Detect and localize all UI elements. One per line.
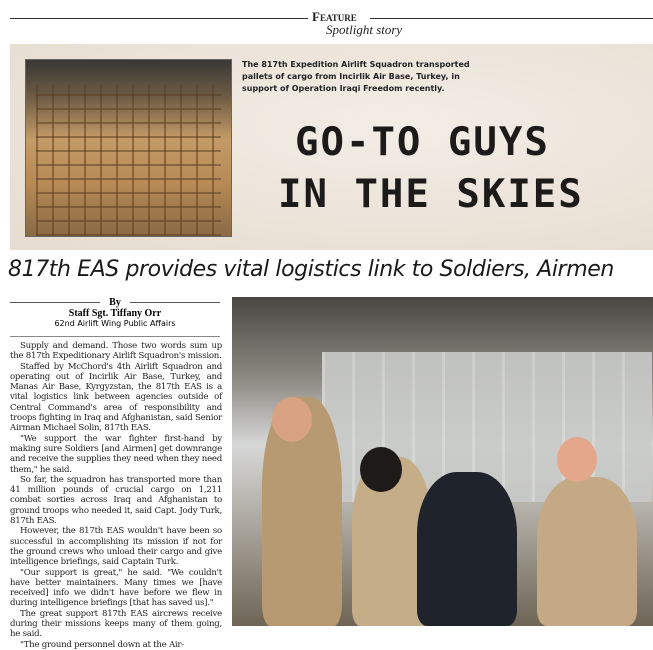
byline	[10, 297, 220, 328]
paragraph: However, the 817th EAS wouldn't have been so successful in accomplishing its mission if not for the ground crews who unload their cargo and give intelligence briefings, said Captain Turk.	[10, 526, 222, 568]
section-kicker: Feature	[312, 9, 357, 24]
aircrew-photo	[232, 297, 653, 626]
divider	[10, 18, 308, 19]
section-subtitle: Spotlight story	[326, 22, 403, 37]
paragraph: So far, the squadron has transported more than 41 million pounds of crucial cargo on 1,211 combat sorties across Iraq and Afghanistan to ground troops who needed it, said Capt. Jody Turk, 817th EAS.	[10, 474, 222, 527]
paragraph: The great support 817th EAS aircrews receive during their missions keeps many of them going, he said.	[10, 608, 222, 640]
banner-title-line2: IN THE SKIES	[278, 172, 584, 217]
cargo-pallets-photo	[25, 59, 232, 237]
paragraph: Staffed by McChord's 4th Airlift Squadron and operating out of Incirlik Air Base, Turkey, and Manas Air Base, Kyrgyzstan, the 817th EAS is a vital logistics link between agencies outside of Central Command's area of responsibility and troops fighting in Iraq and Afghanistan, said Senior Airman Michael Solin, 817th EAS.	[10, 361, 222, 434]
feature-banner	[10, 44, 653, 250]
divider	[370, 18, 653, 19]
divider	[10, 336, 220, 337]
section-header	[0, 6, 653, 40]
divider	[130, 302, 220, 303]
paragraph: "Our support is great," he said. "We couldn't have better maintainers. Many times we [have received] info we didn't have before we flew in during intelligence briefings [that has saved us]."	[10, 567, 222, 609]
byline-by: By	[109, 297, 121, 308]
paragraph: "The ground personnel down at the Air-	[20, 639, 184, 650]
banner-title-line1: GO-TO GUYS	[295, 120, 550, 165]
article-headline: 817th EAS provides vital logistics link to Soldiers, Airmen	[8, 257, 614, 282]
byline-unit: 62nd Airlift Wing Public Affairs	[54, 319, 176, 328]
article-body	[10, 341, 222, 650]
paragraph: Supply and demand. Those two words sum up the 817th Expeditionary Airlift Squadron's mission.	[10, 341, 222, 362]
photo-caption: The 817th Expedition Airlift Squadron transported pallets of cargo from Incirlik Air Base, Turkey, in support of Operation Iraqi Freedom recently.	[242, 60, 470, 93]
divider	[10, 302, 100, 303]
paragraph: "We support the war fighter first-hand by making sure Soldiers [and Airmen] get downrange and receive the supplies they need when they need them," he said.	[10, 433, 222, 475]
byline-author: Staff Sgt. Tiffany Orr	[68, 308, 162, 319]
